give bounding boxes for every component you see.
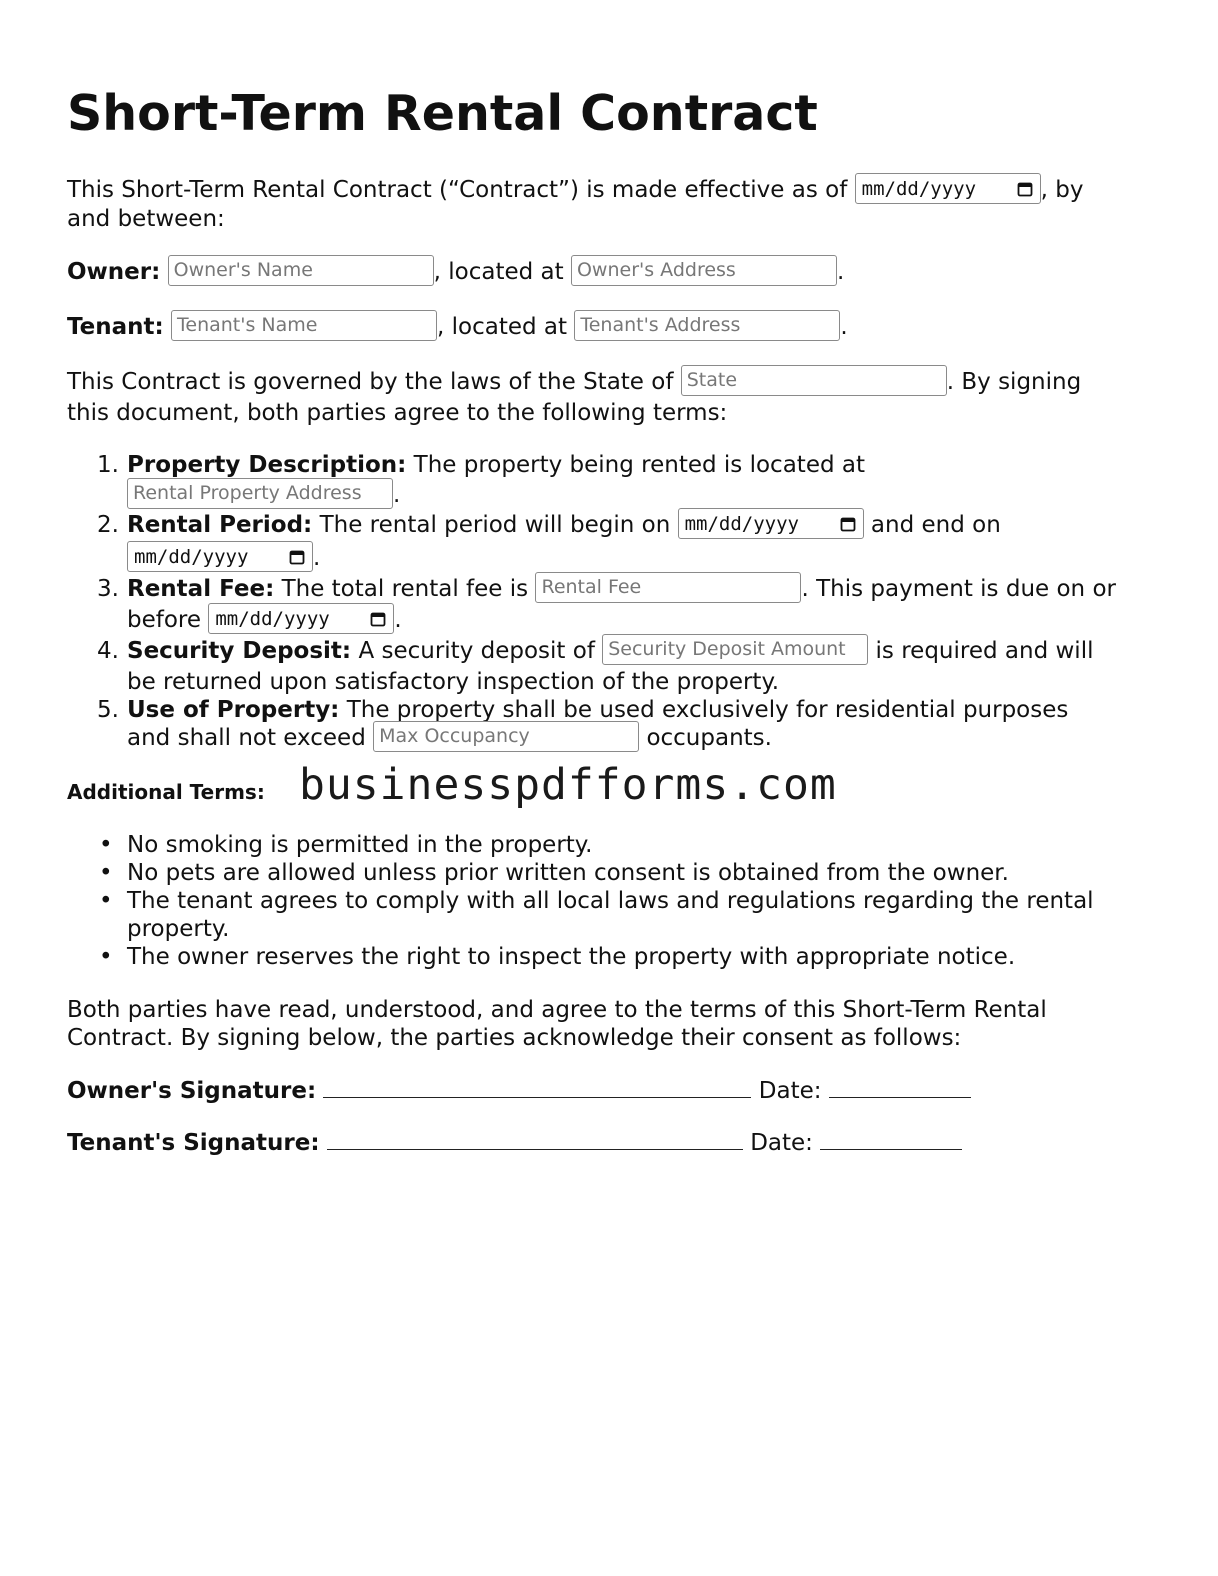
max-occupancy-input[interactable]: Max Occupancy (373, 721, 639, 752)
tenant-date-label: Date: (750, 1130, 813, 1156)
rental-start-date-input[interactable]: mm/dd/yyyy (678, 508, 864, 539)
rental-end-date-input[interactable]: mm/dd/yyyy (127, 541, 313, 572)
term-use-of-property: Use of Property: The property shall be used exclusively for residential purposes (127, 697, 1069, 723)
owner-label: Owner: (67, 259, 161, 285)
list-item-continuation: property. (127, 916, 230, 942)
security-deposit-input[interactable]: Security Deposit Amount (602, 634, 868, 665)
intro-line-2: and between: (67, 206, 225, 232)
tenant-label: Tenant: (67, 314, 164, 340)
owner-signature-label: Owner's Signature: (67, 1078, 317, 1104)
intro-line: This Short-Term Rental Contract (“Contract”) is made effective as of mm/dd/yyyy , by (67, 175, 1083, 205)
state-input[interactable]: State (681, 365, 947, 396)
bullet-icon: • (99, 832, 113, 858)
tenant-signature-line[interactable] (327, 1127, 743, 1150)
closing-line: Both parties have read, understood, and agree to the terms of this Short-Term Rental (67, 997, 1047, 1023)
term-rental-period-line2: mm/dd/yyyy . (127, 543, 320, 573)
owner-signature-line[interactable] (323, 1075, 751, 1098)
governing-line: This Contract is governed by the laws of the State of State . By signing (67, 367, 1081, 397)
term-number: 3. (97, 576, 119, 602)
tenant-name-input[interactable]: Tenant's Name (171, 310, 437, 341)
tenant-address-input[interactable]: Tenant's Address (574, 310, 840, 341)
bullet-icon: • (99, 860, 113, 886)
term-security-deposit-line2: be returned upon satisfactory inspection of the property. (127, 669, 780, 695)
additional-terms-label: Additional Terms: (67, 780, 265, 804)
owner-date-line[interactable] (829, 1075, 971, 1098)
owner-line: Owner: Owner's Name , located at Owner's Address . (67, 257, 844, 287)
term-number: 2. (97, 512, 119, 538)
list-item: No smoking is permitted in the property. (127, 832, 593, 858)
tenant-signature-label: Tenant's Signature: (67, 1130, 320, 1156)
tenant-signature-row (67, 1127, 962, 1158)
list-item: The owner reserves the right to inspect the property with appropriate notice. (127, 944, 1016, 970)
owner-signature-row (67, 1075, 971, 1106)
effective-date-input[interactable]: mm/dd/yyyy (855, 173, 1041, 204)
calendar-icon (370, 611, 386, 627)
term-property-description: Property Description: The property being rented is located at (127, 452, 865, 478)
calendar-icon (1017, 181, 1033, 197)
bullet-icon: • (99, 888, 113, 914)
rental-property-address-input[interactable]: Rental Property Address (127, 478, 393, 509)
governing-line-2: this document, both parties agree to the following terms: (67, 400, 728, 426)
tenant-line: Tenant: Tenant's Name , located at Tenant's Address . (67, 312, 848, 342)
watermark: businesspdfforms.com (299, 760, 837, 810)
rental-fee-input[interactable]: Rental Fee (535, 572, 801, 603)
list-item: The tenant agrees to comply with all local laws and regulations regarding the rental (127, 888, 1094, 914)
owner-date-label: Date: (758, 1078, 822, 1104)
page-title: Short-Term Rental Contract (67, 85, 818, 142)
term-rental-fee-line2: before mm/dd/yyyy . (127, 605, 402, 635)
calendar-icon (289, 549, 305, 565)
owner-address-input[interactable]: Owner's Address (571, 255, 837, 286)
term-number: 4. (97, 638, 119, 664)
closing-line-2: Contract. By signing below, the parties acknowledge their consent as follows: (67, 1025, 962, 1051)
calendar-icon (840, 516, 856, 532)
term-rental-period: Rental Period: The rental period will begin on mm/dd/yyyy and end on (127, 510, 1001, 540)
tenant-date-line[interactable] (820, 1127, 962, 1150)
term-number: 1. (97, 452, 119, 478)
list-item: No pets are allowed unless prior written consent is obtained from the owner. (127, 860, 1009, 886)
term-rental-fee: Rental Fee: The total rental fee is Rental Fee . This payment is due on or (127, 574, 1116, 604)
term-property-description-line2: Rental Property Address . (127, 480, 400, 510)
term-security-deposit: Security Deposit: A security deposit of Security Deposit Amount is required and will (127, 636, 1093, 666)
term-use-of-property-line2: and shall not exceed Max Occupancy occupants. (127, 723, 772, 753)
bullet-icon: • (99, 944, 113, 970)
payment-due-date-input[interactable]: mm/dd/yyyy (208, 603, 394, 634)
owner-name-input[interactable]: Owner's Name (168, 255, 434, 286)
term-number: 5. (97, 697, 119, 723)
